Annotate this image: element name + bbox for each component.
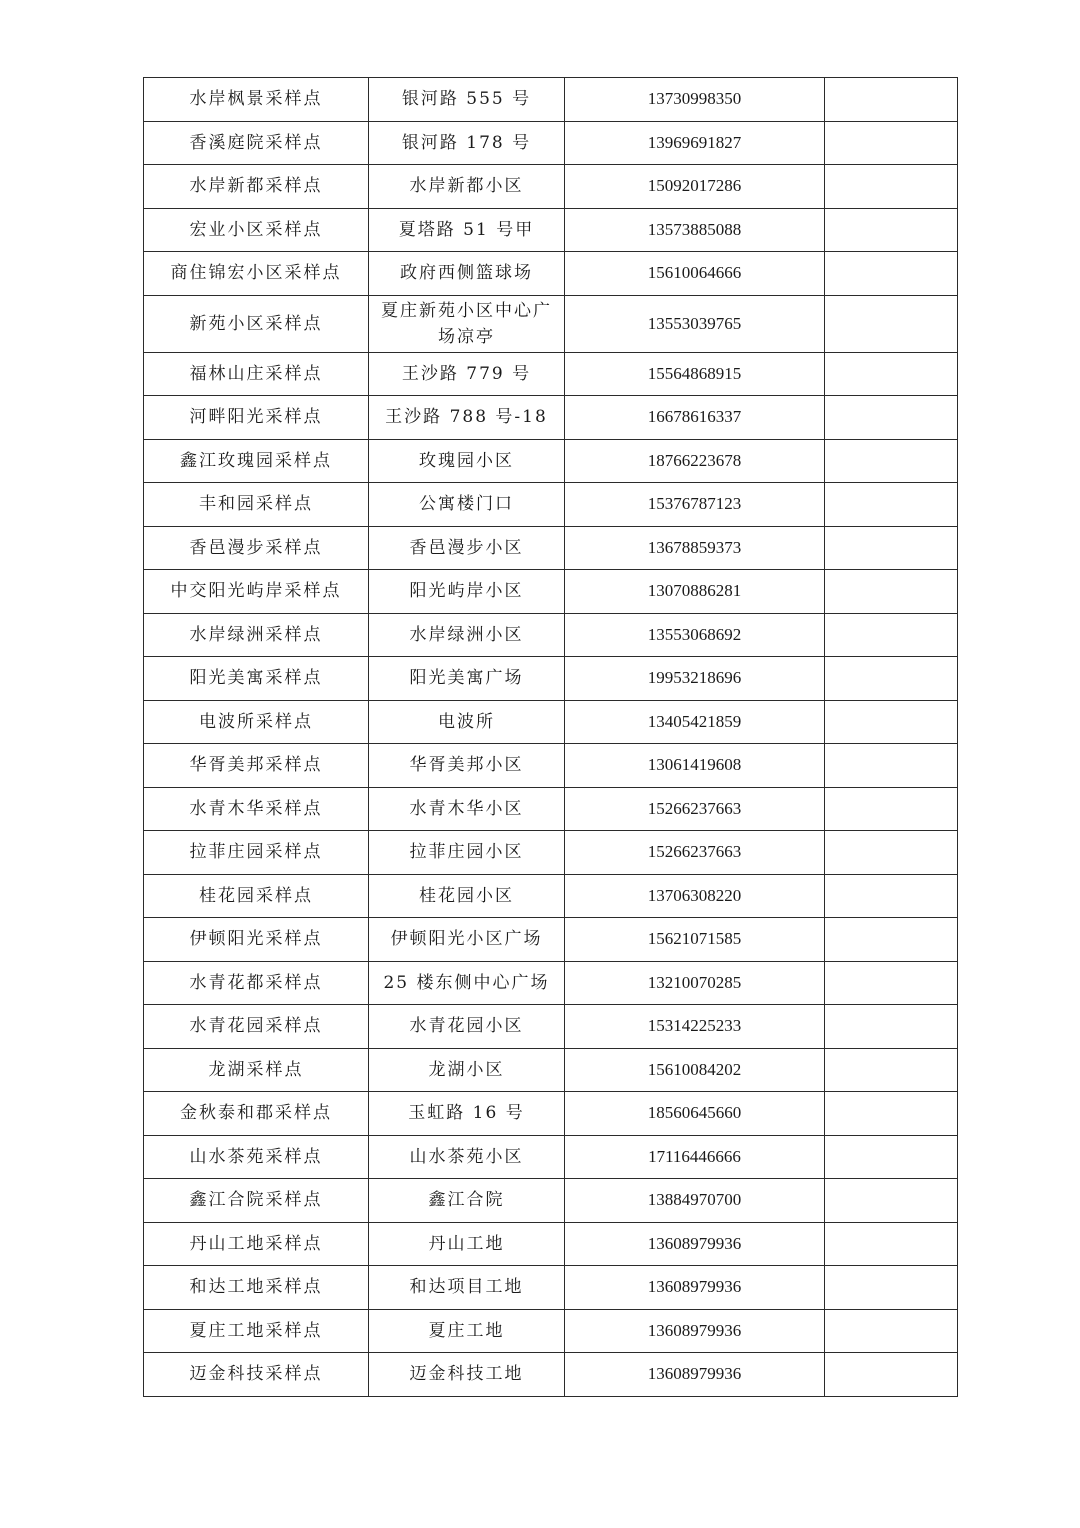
site-name-cell: 商住锦宏小区采样点 (144, 252, 369, 296)
site-name-cell: 丹山工地采样点 (144, 1222, 369, 1266)
site-note-cell (825, 874, 958, 918)
site-phone-cell: 15266237663 (565, 787, 825, 831)
site-address-cell: 香邑漫步小区 (369, 526, 565, 570)
site-note-cell (825, 831, 958, 875)
site-name-cell: 宏业小区采样点 (144, 208, 369, 252)
site-address-cell: 水岸绿洲小区 (369, 613, 565, 657)
table-row (144, 874, 958, 918)
site-phone-cell: 13969691827 (565, 121, 825, 165)
site-name-cell: 香溪庭院采样点 (144, 121, 369, 165)
table-row (144, 570, 958, 614)
table-row (144, 961, 958, 1005)
site-name-cell: 水岸枫景采样点 (144, 78, 369, 122)
table-row (144, 1266, 958, 1310)
site-note-cell (825, 1092, 958, 1136)
site-phone-cell: 13884970700 (565, 1179, 825, 1223)
site-address-cell: 电波所 (369, 700, 565, 744)
site-phone-cell: 18766223678 (565, 439, 825, 483)
site-phone-cell: 13608979936 (565, 1309, 825, 1353)
table-row (144, 744, 958, 788)
site-note-cell (825, 526, 958, 570)
site-address-cell: 伊顿阳光小区广场 (369, 918, 565, 962)
site-note-cell (825, 700, 958, 744)
site-note-cell (825, 1005, 958, 1049)
site-address-cell: 龙湖小区 (369, 1048, 565, 1092)
site-name-cell: 和达工地采样点 (144, 1266, 369, 1310)
sampling-sites-body (144, 78, 958, 1397)
site-phone-cell: 13573885088 (565, 208, 825, 252)
site-note-cell (825, 252, 958, 296)
site-note-cell (825, 570, 958, 614)
site-phone-cell: 17116446666 (565, 1135, 825, 1179)
sampling-sites-table (143, 77, 958, 1397)
table-row (144, 700, 958, 744)
site-phone-cell: 13553068692 (565, 613, 825, 657)
site-address-cell: 阳光屿岸小区 (369, 570, 565, 614)
table-row (144, 208, 958, 252)
site-phone-cell: 15621071585 (565, 918, 825, 962)
site-address-cell: 25 楼东侧中心广场 (369, 961, 565, 1005)
site-phone-cell: 15564868915 (565, 352, 825, 396)
table-row (144, 295, 958, 352)
site-address-cell: 桂花园小区 (369, 874, 565, 918)
site-address-cell: 政府西侧篮球场 (369, 252, 565, 296)
site-address-cell: 华胥美邦小区 (369, 744, 565, 788)
table-row (144, 1353, 958, 1397)
site-name-cell: 迈金科技采样点 (144, 1353, 369, 1397)
site-name-cell: 水青花都采样点 (144, 961, 369, 1005)
table-row (144, 1048, 958, 1092)
site-name-cell: 金秋泰和郡采样点 (144, 1092, 369, 1136)
site-address-cell: 玉虹路 16 号 (369, 1092, 565, 1136)
site-name-cell: 拉菲庄园采样点 (144, 831, 369, 875)
site-name-cell: 山水茶苑采样点 (144, 1135, 369, 1179)
table-row (144, 1309, 958, 1353)
site-phone-cell: 13405421859 (565, 700, 825, 744)
site-note-cell (825, 1222, 958, 1266)
site-name-cell: 华胥美邦采样点 (144, 744, 369, 788)
site-note-cell (825, 483, 958, 527)
site-phone-cell: 13608979936 (565, 1353, 825, 1397)
site-note-cell (825, 439, 958, 483)
site-address-cell: 公寓楼门口 (369, 483, 565, 527)
table-row (144, 1092, 958, 1136)
site-address-cell: 夏庄工地 (369, 1309, 565, 1353)
table-row (144, 657, 958, 701)
site-name-cell: 伊顿阳光采样点 (144, 918, 369, 962)
site-note-cell (825, 396, 958, 440)
site-note-cell (825, 657, 958, 701)
site-phone-cell: 16678616337 (565, 396, 825, 440)
site-address-cell: 山水茶苑小区 (369, 1135, 565, 1179)
site-note-cell (825, 1135, 958, 1179)
table-row (144, 831, 958, 875)
site-note-cell (825, 1179, 958, 1223)
site-address-cell: 王沙路 788 号-18 (369, 396, 565, 440)
site-name-cell: 电波所采样点 (144, 700, 369, 744)
site-name-cell: 桂花园采样点 (144, 874, 369, 918)
site-note-cell (825, 1266, 958, 1310)
site-phone-cell: 15314225233 (565, 1005, 825, 1049)
site-phone-cell: 15610064666 (565, 252, 825, 296)
table-row (144, 1005, 958, 1049)
site-phone-cell: 13553039765 (565, 295, 825, 352)
table-row (144, 1222, 958, 1266)
site-name-cell: 河畔阳光采样点 (144, 396, 369, 440)
site-note-cell (825, 613, 958, 657)
site-name-cell: 水岸绿洲采样点 (144, 613, 369, 657)
site-phone-cell: 13678859373 (565, 526, 825, 570)
site-address-cell: 夏塔路 51 号甲 (369, 208, 565, 252)
table-row (144, 787, 958, 831)
site-phone-cell: 15376787123 (565, 483, 825, 527)
table-row (144, 613, 958, 657)
site-phone-cell: 15266237663 (565, 831, 825, 875)
site-address-cell: 拉菲庄园小区 (369, 831, 565, 875)
site-name-cell: 香邑漫步采样点 (144, 526, 369, 570)
site-address-cell: 迈金科技工地 (369, 1353, 565, 1397)
site-note-cell (825, 352, 958, 396)
table-row (144, 918, 958, 962)
table-row (144, 165, 958, 209)
site-address-cell: 王沙路 779 号 (369, 352, 565, 396)
table-row (144, 352, 958, 396)
site-phone-cell: 13210070285 (565, 961, 825, 1005)
site-note-cell (825, 1353, 958, 1397)
site-address-cell: 丹山工地 (369, 1222, 565, 1266)
site-note-cell (825, 78, 958, 122)
site-address-cell: 阳光美寓广场 (369, 657, 565, 701)
site-note-cell (825, 121, 958, 165)
table-row (144, 1135, 958, 1179)
site-phone-cell: 13608979936 (565, 1266, 825, 1310)
site-address-cell: 银河路 555 号 (369, 78, 565, 122)
table-row (144, 252, 958, 296)
site-name-cell: 阳光美寓采样点 (144, 657, 369, 701)
site-note-cell (825, 744, 958, 788)
table-row (144, 1179, 958, 1223)
site-address-cell: 银河路 178 号 (369, 121, 565, 165)
site-address-cell: 水青花园小区 (369, 1005, 565, 1049)
site-address-cell: 水岸新都小区 (369, 165, 565, 209)
site-name-cell: 福林山庄采样点 (144, 352, 369, 396)
site-name-cell: 水岸新都采样点 (144, 165, 369, 209)
site-phone-cell: 18560645660 (565, 1092, 825, 1136)
table-row (144, 121, 958, 165)
site-name-cell: 鑫江玫瑰园采样点 (144, 439, 369, 483)
site-note-cell (825, 165, 958, 209)
site-name-cell: 新苑小区采样点 (144, 295, 369, 352)
site-name-cell: 水青花园采样点 (144, 1005, 369, 1049)
site-address-cell: 夏庄新苑小区中心广场凉亭 (369, 295, 565, 352)
site-phone-cell: 15610084202 (565, 1048, 825, 1092)
site-phone-cell: 13070886281 (565, 570, 825, 614)
site-name-cell: 龙湖采样点 (144, 1048, 369, 1092)
table-row (144, 396, 958, 440)
site-address-cell: 水青木华小区 (369, 787, 565, 831)
table-row (144, 78, 958, 122)
site-phone-cell: 13608979936 (565, 1222, 825, 1266)
site-name-cell: 水青木华采样点 (144, 787, 369, 831)
site-phone-cell: 13706308220 (565, 874, 825, 918)
site-note-cell (825, 295, 958, 352)
site-address-cell: 鑫江合院 (369, 1179, 565, 1223)
table-row (144, 439, 958, 483)
site-name-cell: 夏庄工地采样点 (144, 1309, 369, 1353)
site-note-cell (825, 918, 958, 962)
site-address-cell: 和达项目工地 (369, 1266, 565, 1310)
site-note-cell (825, 1309, 958, 1353)
site-note-cell (825, 787, 958, 831)
site-note-cell (825, 961, 958, 1005)
site-phone-cell: 15092017286 (565, 165, 825, 209)
site-address-cell: 玫瑰园小区 (369, 439, 565, 483)
table-row (144, 483, 958, 527)
site-phone-cell: 13730998350 (565, 78, 825, 122)
site-phone-cell: 19953218696 (565, 657, 825, 701)
site-note-cell (825, 1048, 958, 1092)
site-name-cell: 丰和园采样点 (144, 483, 369, 527)
table-row (144, 526, 958, 570)
site-name-cell: 中交阳光屿岸采样点 (144, 570, 369, 614)
site-note-cell (825, 208, 958, 252)
site-phone-cell: 13061419608 (565, 744, 825, 788)
site-name-cell: 鑫江合院采样点 (144, 1179, 369, 1223)
